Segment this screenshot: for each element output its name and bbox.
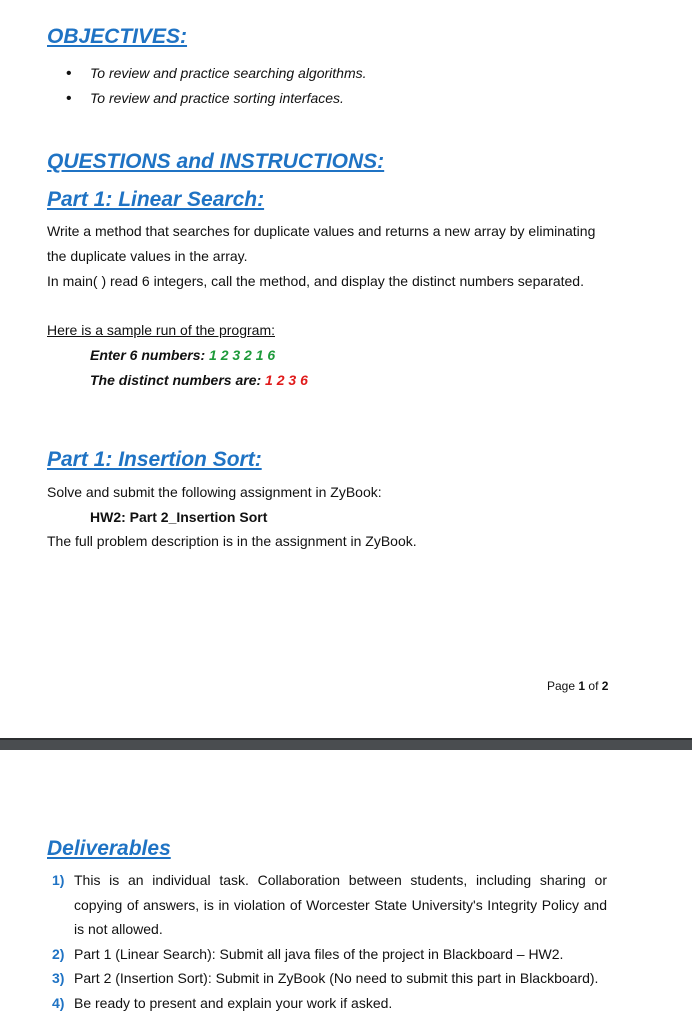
sample-output-values: 1 2 3 6 <box>265 372 308 388</box>
page-current: 1 <box>578 679 586 693</box>
deliverable-item <box>52 868 607 942</box>
questions-heading: QUESTIONS and INSTRUCTIONS: <box>47 150 385 173</box>
page-prefix: Page <box>547 679 576 693</box>
deliverables-list <box>52 868 607 1015</box>
page-number <box>547 677 608 695</box>
objective-item: • To review and practice searching algorithms. <box>64 61 367 86</box>
deliverable-item <box>52 966 607 991</box>
deliverable-number: 2) <box>52 945 65 962</box>
deliverable-item <box>52 942 607 967</box>
deliverable-number: 1) <box>52 872 65 888</box>
part2-intro: Solve and submit the following assignment in ZyBook: <box>47 484 382 500</box>
part2-assignment-name: HW2: Part 2_Insertion Sort <box>90 509 268 525</box>
sample-input-line <box>90 344 275 366</box>
deliverables-heading: Deliverables <box>47 837 171 860</box>
objective-item: • To review and practice sorting interfaces. <box>64 86 367 111</box>
deliverable-number: 4) <box>52 994 65 1011</box>
instruction-line: In main( ) read 6 integers, call the method, and display the distinct numbers separated. <box>47 273 584 289</box>
deliverable-text: Be ready to present and explain your work if asked. <box>74 994 393 1011</box>
sample-output-line <box>90 369 308 391</box>
sample-output-label: The distinct numbers are: <box>90 372 262 388</box>
part1-instructions <box>47 219 627 294</box>
instruction-line: Write a method that searches for duplicate values and returns a new array by eliminating <box>47 223 596 239</box>
page-divider <box>0 738 692 750</box>
deliverable-text: This is an individual task. Collaboration between students, including sharing or copying of answers, is in violation of Worcester State University's Integrity Policy and is not allowed. <box>74 872 607 937</box>
page-total: 2 <box>601 679 609 693</box>
objectives-heading: OBJECTIVES: <box>47 25 188 48</box>
part1-linear-search-heading: Part 1: Linear Search: <box>47 188 265 211</box>
deliverable-item <box>52 991 607 1016</box>
deliverable-text: Part 2 (Insertion Sort): Submit in ZyBook (No need to submit this part in Blackboard). <box>74 970 599 986</box>
sample-prompt: Enter 6 numbers: <box>90 347 206 363</box>
part2-insertion-sort-heading: Part 1: Insertion Sort: <box>47 448 262 471</box>
deliverable-text: Part 1 (Linear Search): Submit all java files of the project in Blackboard – HW2. <box>74 945 564 962</box>
part2-note: The full problem description is in the assignment in ZyBook. <box>47 533 417 549</box>
sample-run-heading: Here is a sample run of the program: <box>47 322 275 338</box>
deliverable-number: 3) <box>52 970 65 986</box>
instruction-line: the duplicate values in the array. <box>47 248 248 264</box>
sample-input-values: 1 2 3 2 1 6 <box>209 347 276 363</box>
page-of: of <box>588 679 599 693</box>
objectives-list <box>64 61 367 111</box>
